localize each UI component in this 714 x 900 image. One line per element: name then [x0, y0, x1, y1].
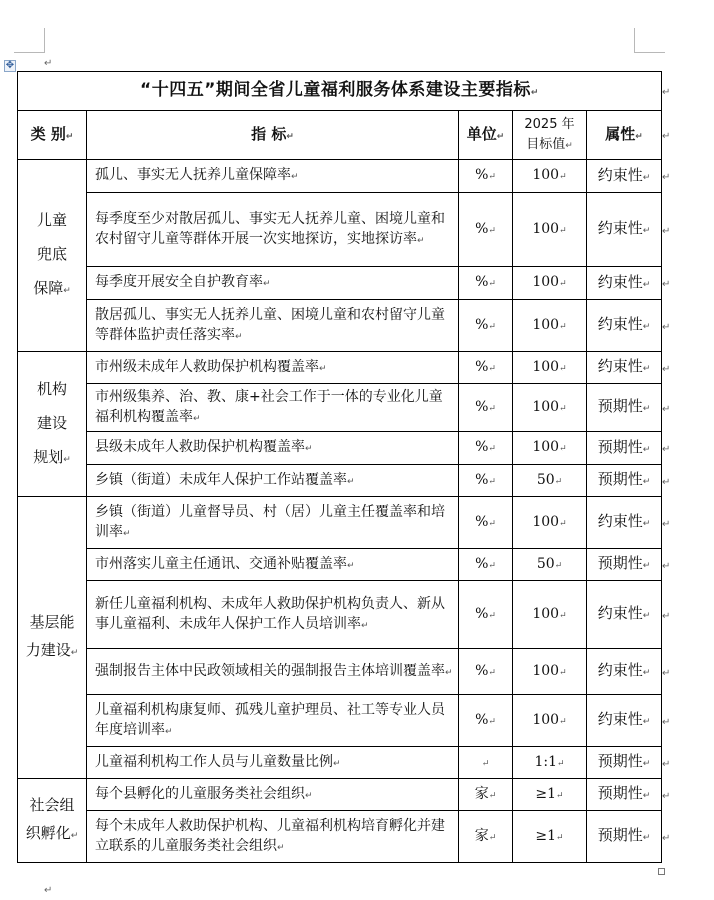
indicator-text: 散居孤儿、事实无人抚养儿童、困境儿童和农村留守儿童等群体监护责任落实率 [95, 306, 445, 343]
unit-cell [459, 352, 513, 384]
paragraph-mark: ↵ [642, 172, 651, 183]
attribute-text: 预期性 [597, 397, 643, 415]
unit-cell [459, 811, 513, 863]
paragraph-mark: ↵ [488, 667, 496, 678]
attribute-cell [587, 193, 662, 267]
paragraph-mark: ↵ [642, 668, 651, 678]
attribute-text: 预期性 [597, 554, 643, 572]
row-end-mark: ↵ [662, 667, 671, 679]
attribute-cell [587, 695, 662, 747]
row-end-mark: ↵ [662, 610, 671, 622]
attribute-cell [587, 352, 662, 384]
unit-text: % [475, 471, 489, 488]
paragraph-mark: ↵ [642, 226, 651, 236]
paragraph-mark: ↵ [488, 790, 497, 801]
target-cell [513, 581, 587, 649]
target-text: ≥1 [535, 785, 557, 802]
unit-text: % [475, 513, 489, 530]
indicator-text: 市州落实儿童主任通讯、交通补贴覆盖率 [95, 555, 347, 572]
attribute-text: 预期性 [597, 470, 643, 488]
indicator-cell [87, 649, 459, 695]
table-header-row [18, 111, 662, 160]
paragraph-mark: ↵ [642, 519, 651, 529]
paragraph-mark: ↵ [235, 331, 243, 342]
row-end-mark: ↵ [662, 790, 671, 802]
table-row [18, 160, 662, 193]
indicator-cell [87, 497, 459, 549]
header-category: 类 别↵ [18, 111, 87, 160]
paragraph-mark: ↵ [44, 885, 53, 896]
paragraph-mark: ↵ [559, 716, 567, 727]
row-end-mark: ↵ [662, 476, 671, 488]
unit-text: % [475, 439, 489, 455]
header-indicator: 指 标↵ [87, 111, 459, 160]
table-move-handle-icon[interactable]: ✥ [5, 60, 15, 71]
row-end-mark: ↵ [662, 172, 671, 183]
table-row [18, 695, 662, 747]
unit-text: % [475, 167, 489, 183]
target-cell [513, 193, 587, 267]
paragraph-mark: ↵ [554, 560, 563, 571]
indicator-cell [87, 811, 459, 863]
category-label: 织孵化 [25, 824, 71, 842]
paragraph-mark: ↵ [559, 363, 567, 374]
paragraph-mark: ↵ [559, 667, 567, 678]
indicator-cell [87, 384, 459, 432]
paragraph-mark: ↵ [642, 322, 651, 332]
unit-cell [459, 649, 513, 695]
paragraph-mark: ↵ [559, 279, 567, 289]
unit-text: % [475, 274, 489, 290]
paragraph-mark: ↵ [44, 58, 53, 69]
paragraph-mark: ↵ [642, 477, 651, 487]
unit-cell [459, 193, 513, 267]
target-cell [513, 465, 587, 497]
unit-text: % [475, 711, 489, 728]
attribute-text: 预期性 [597, 784, 643, 802]
target-cell [513, 267, 587, 300]
indicator-table [17, 71, 662, 863]
paragraph-mark: ↵ [642, 791, 651, 801]
paragraph-mark: ↵ [305, 790, 313, 801]
paragraph-mark: ↵ [488, 476, 496, 487]
indicator-cell [87, 300, 459, 352]
category-cell [18, 352, 87, 497]
attribute-text: 约束性 [597, 315, 643, 333]
unit-cell [459, 300, 513, 352]
paragraph-mark: ↵ [559, 444, 567, 454]
category-cell [18, 779, 87, 863]
category-label: 建设 [36, 413, 67, 432]
indicator-text: 市州级未成年人救助保护机构覆盖率 [95, 358, 319, 375]
attribute-text: 预期性 [597, 752, 643, 770]
paragraph-mark: ↵ [559, 321, 567, 332]
unit-text: % [475, 555, 489, 572]
unit-text: % [475, 662, 489, 679]
paragraph-mark: ↵ [488, 363, 496, 374]
category-label: 规划 [33, 447, 64, 466]
table-row [18, 384, 662, 432]
paragraph-mark: ↵ [488, 716, 496, 727]
table-title [18, 72, 662, 111]
indicator-cell [87, 267, 459, 300]
target-text: 100 [532, 662, 560, 679]
paragraph-mark: ↵ [642, 279, 651, 290]
indicator-text: 县级未成年人救助保护机构覆盖率 [95, 439, 305, 455]
target-text: 1:1 [534, 753, 557, 770]
row-end-mark: ↵ [662, 758, 671, 770]
target-cell [513, 300, 587, 352]
indicator-text: 强制报告主体中民政领域相关的强制报告主体培训覆盖率 [95, 662, 445, 679]
unit-cell [459, 267, 513, 300]
paragraph-mark: ↵ [263, 279, 271, 289]
unit-text: 家 [474, 827, 489, 844]
indicator-text: 乡镇（街道）未成年人保护工作站覆盖率 [95, 471, 347, 488]
row-end-mark: ↵ [662, 832, 671, 844]
paragraph-mark: ↵ [556, 758, 565, 769]
indicator-text: 儿童福利机构工作人员与儿童数量比例 [95, 753, 333, 770]
unit-text: % [475, 398, 489, 415]
indicator-text: 乡镇（街道）儿童督导员、村（居）儿童主任覆盖率和培训率 [95, 503, 445, 540]
table-row [18, 549, 662, 581]
table-row [18, 465, 662, 497]
indicator-cell [87, 160, 459, 193]
paragraph-mark: ↵ [481, 758, 490, 769]
target-text: 100 [532, 316, 560, 333]
attribute-cell [587, 300, 662, 352]
target-cell [513, 779, 587, 811]
table-row [18, 811, 662, 863]
attribute-cell [587, 747, 662, 779]
unit-cell [459, 779, 513, 811]
attribute-text: 预期性 [597, 826, 643, 844]
indicator-cell [87, 352, 459, 384]
indicator-cell [87, 779, 459, 811]
attribute-text: 约束性 [597, 661, 643, 679]
paragraph-mark: ↵ [530, 87, 539, 98]
paragraph-mark: ↵ [554, 476, 563, 487]
attribute-text: 约束性 [597, 604, 643, 622]
category-label: 保障 [33, 279, 64, 297]
paragraph-mark: ↵ [488, 225, 496, 236]
indicator-cell [87, 432, 459, 465]
unit-text: % [475, 358, 489, 375]
category-label: 社会组 [29, 796, 75, 814]
paragraph-mark: ↵ [488, 518, 496, 529]
target-text: 100 [532, 513, 560, 530]
paragraph-mark: ↵ [556, 790, 564, 801]
attribute-cell [587, 384, 662, 432]
indicator-text: 市州级集养、治、教、康+社会工作于一体的专业化儿童福利机构覆盖率 [95, 388, 443, 425]
unit-cell [459, 465, 513, 497]
table-row [18, 779, 662, 811]
target-text: 100 [532, 167, 560, 183]
category-label: 机构 [36, 379, 67, 398]
paragraph-mark: ↵ [559, 610, 567, 621]
paragraph-mark: ↵ [319, 363, 327, 374]
table-row [18, 267, 662, 300]
paragraph-mark: ↵ [63, 454, 71, 465]
attribute-cell [587, 432, 662, 465]
indicator-text: 孤儿、事实无人抚养儿童保障率 [95, 167, 291, 183]
indicator-text: 每个未成年人救助保护机构、儿童福利机构培育孵化并建立联系的儿童服务类社会组织 [95, 817, 445, 854]
paragraph-mark: ↵ [642, 717, 651, 727]
attribute-cell [587, 267, 662, 300]
attribute-text: 约束性 [597, 165, 643, 184]
target-text: 100 [532, 220, 560, 237]
paragraph-mark: ↵ [488, 832, 497, 843]
target-cell [513, 747, 587, 779]
category-label: 基层能 [29, 613, 75, 631]
attribute-text: 约束性 [597, 219, 643, 237]
row-end-mark: ↵ [662, 131, 671, 142]
target-cell [513, 160, 587, 193]
indicator-text: 每季度开展安全自护教育率 [95, 274, 263, 290]
unit-cell [459, 549, 513, 581]
paragraph-mark: ↵ [559, 172, 567, 182]
paragraph-mark: ↵ [305, 444, 313, 454]
paragraph-mark: ↵ [642, 404, 651, 414]
indicator-cell [87, 193, 459, 267]
paragraph-mark: ↵ [123, 528, 131, 539]
table-title-row [18, 72, 662, 111]
target-cell [513, 497, 587, 549]
attribute-cell [587, 581, 662, 649]
row-end-mark: ↵ [662, 225, 671, 237]
attribute-cell [587, 549, 662, 581]
unit-cell [459, 695, 513, 747]
attribute-cell [587, 465, 662, 497]
target-cell [513, 649, 587, 695]
attribute-cell [587, 160, 662, 193]
table-row [18, 747, 662, 779]
indicator-cell [87, 465, 459, 497]
unit-text: % [475, 316, 489, 333]
paragraph-mark: ↵ [642, 611, 651, 621]
unit-cell [459, 581, 513, 649]
target-cell [513, 549, 587, 581]
indicator-text: 儿童福利机构康复师、孤残儿童护理员、社工等专业人员年度培训率 [95, 701, 445, 738]
attribute-text: 约束性 [597, 357, 643, 375]
target-text: 100 [532, 711, 560, 728]
unit-cell [459, 160, 513, 193]
paragraph-mark: ↵ [559, 518, 567, 529]
row-end-mark: ↵ [662, 444, 671, 455]
category-label: 儿童 [36, 211, 67, 229]
paragraph-mark: ↵ [488, 279, 496, 289]
paragraph-mark: ↵ [642, 364, 651, 374]
table-row [18, 581, 662, 649]
target-text: 100 [532, 358, 560, 375]
unit-text: % [475, 220, 489, 237]
row-end-mark: ↵ [662, 716, 671, 728]
target-cell [513, 352, 587, 384]
header-unit: 单位↵ [459, 111, 513, 160]
header-target: 2025 年 目标值↵ [513, 111, 587, 160]
row-end-mark: ↵ [662, 87, 671, 98]
paragraph-mark: ↵ [291, 172, 299, 182]
row-end-mark: ↵ [662, 518, 671, 530]
target-text: 50 [536, 555, 555, 572]
unit-cell [459, 497, 513, 549]
paragraph-mark: ↵ [333, 758, 341, 769]
category-cell [18, 160, 87, 352]
target-cell [513, 695, 587, 747]
unit-cell [459, 432, 513, 465]
table-row [18, 432, 662, 465]
row-end-mark: ↵ [662, 279, 671, 290]
target-text: 100 [532, 274, 560, 290]
table-row [18, 193, 662, 267]
target-cell [513, 811, 587, 863]
header-attribute: 属性↵ [587, 111, 662, 160]
table-row [18, 649, 662, 695]
paragraph-mark: ↵ [488, 610, 496, 621]
paragraph-mark: ↵ [63, 286, 71, 296]
target-text: ≥1 [535, 827, 557, 844]
unit-cell [459, 747, 513, 779]
target-cell [513, 432, 587, 465]
target-text: 50 [536, 471, 555, 488]
row-end-mark: ↵ [662, 363, 671, 375]
table-title-text: “十四五”期间全省儿童福利服务体系建设主要指标 [140, 79, 531, 100]
paragraph-mark: ↵ [445, 667, 453, 678]
attribute-cell [587, 811, 662, 863]
indicator-cell [87, 747, 459, 779]
unit-text: % [475, 605, 489, 622]
row-end-mark: ↵ [662, 560, 671, 572]
attribute-text: 约束性 [597, 710, 643, 728]
table-row [18, 300, 662, 352]
page-margin-corner-top-right [634, 28, 665, 53]
attribute-cell [587, 497, 662, 549]
paragraph-mark: ↵ [488, 321, 496, 332]
indicator-cell [87, 695, 459, 747]
indicator-text: 新任儿童福利机构、未成年人救助保护机构负责人、新从事儿童福利、未成年人保护工作人员培训率 [95, 595, 445, 632]
category-label: 力建设 [25, 641, 71, 659]
paragraph-mark: ↵ [559, 403, 567, 414]
paragraph-mark: ↵ [361, 620, 369, 631]
row-end-mark: ↵ [662, 321, 671, 333]
indicator-text: 每个县孵化的儿童服务类社会组织 [95, 785, 305, 802]
paragraph-mark: ↵ [70, 648, 79, 658]
attribute-cell [587, 779, 662, 811]
paragraph-mark: ↵ [70, 831, 79, 841]
paragraph-mark: ↵ [642, 444, 651, 455]
target-text: 100 [532, 439, 560, 455]
paragraph-mark: ↵ [642, 561, 651, 571]
page-margin-corner-top-left [14, 28, 45, 53]
unit-text: 家 [474, 785, 489, 802]
category-label: 兜底 [36, 245, 67, 263]
target-cell [513, 384, 587, 432]
paragraph-mark: ↵ [347, 560, 355, 571]
indicator-cell [87, 581, 459, 649]
paragraph-mark: ↵ [277, 842, 285, 853]
paragraph-mark: ↵ [642, 833, 651, 843]
attribute-text: 约束性 [597, 512, 643, 530]
unit-cell [459, 384, 513, 432]
table-row [18, 352, 662, 384]
paragraph-mark: ↵ [165, 726, 173, 737]
paragraph-mark: ↵ [556, 832, 564, 843]
indicator-text: 每季度至少对散居孤儿、事实无人抚养儿童、困境儿童和农村留守儿童等群体开展一次实地探访，实地探访率 [95, 210, 445, 247]
paragraph-mark: ↵ [488, 172, 496, 182]
paragraph-mark: ↵ [559, 225, 567, 236]
paragraph-mark: ↵ [347, 476, 355, 487]
table-row [18, 497, 662, 549]
indicator-cell [87, 549, 459, 581]
paragraph-mark: ↵ [642, 759, 651, 769]
category-cell [18, 497, 87, 779]
paragraph-mark: ↵ [417, 235, 425, 246]
paragraph-mark: ↵ [193, 413, 201, 424]
attribute-text: 预期性 [597, 437, 643, 456]
attribute-text: 约束性 [597, 272, 643, 291]
target-text: 100 [532, 605, 560, 622]
attribute-cell [587, 649, 662, 695]
paragraph-mark: ↵ [488, 444, 496, 454]
paragraph-mark: ↵ [488, 560, 496, 571]
paragraph-mark: ↵ [488, 403, 496, 414]
row-end-marks [662, 0, 676, 900]
row-end-mark: ↵ [662, 403, 671, 415]
target-text: 100 [532, 398, 560, 415]
